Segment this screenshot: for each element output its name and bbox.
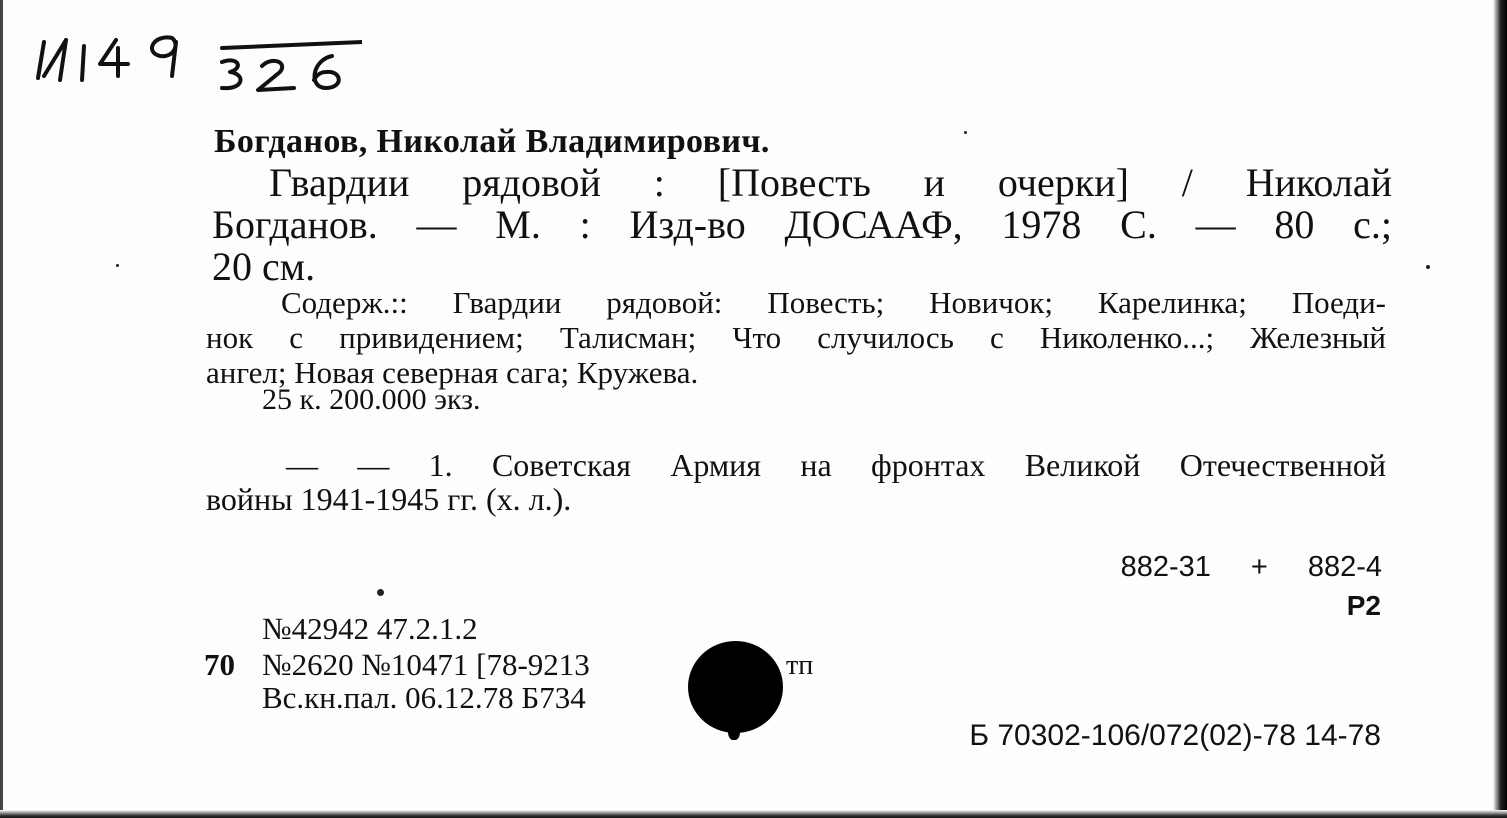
- handwritten-inventory-number: [32, 18, 362, 98]
- title-line: Богданов. — М. : Изд-во ДОСААФ, 1978 С. — 80 с.;: [212, 202, 1392, 247]
- card-bottom-edge: [0, 810, 1507, 818]
- title-line: 20 см.: [212, 244, 316, 289]
- bbk-code-line: Б 70302-106/072(02)-78 14-78: [969, 719, 1381, 752]
- card-left-edge: [0, 0, 3, 818]
- price-and-print-run: 25 к. 200.000 экз.: [262, 383, 481, 416]
- registration-line-3: Вс.кн.пал. 06.12.78 Б734: [262, 680, 586, 715]
- registration-line-1: №42942 47.2.1.2: [262, 611, 478, 646]
- title-line: Гвардии рядовой : [Повесть и очерки] / Николай: [269, 160, 1392, 205]
- contents-line: ангел; Новая северная сага; Кружева.: [206, 355, 699, 390]
- speck: [377, 589, 384, 596]
- speck: [964, 131, 967, 134]
- card-right-edge: [1493, 0, 1507, 818]
- author-heading: Богданов, Николай Владимирович.: [214, 123, 770, 160]
- registration-code: 70: [204, 647, 235, 682]
- title-statement: [212, 162, 1392, 288]
- classification-numbers: [1121, 551, 1382, 584]
- registration-line-2: №2620 №10471 [78-9213: [262, 647, 590, 682]
- contents-line: Содерж.:: Гвардии рядовой: Повесть; Новичок; Карелинка; Поеди-: [281, 285, 1386, 320]
- contents-note: [206, 285, 1386, 390]
- contents-line: нок с привидением; Талисман; Что случилось с Николенко...; Железный: [206, 320, 1386, 355]
- registration-suffix: тп: [786, 650, 814, 681]
- subject-heading: [206, 448, 1386, 516]
- class-plus: +: [1250, 551, 1268, 583]
- speck: [1426, 265, 1430, 269]
- subject-line: — — 1. Советская Армия на фронтах Великой Отечественной: [286, 447, 1386, 483]
- class-number-right: 882-4: [1307, 551, 1382, 583]
- classification-mark: Р2: [1346, 590, 1381, 621]
- subject-line: войны 1941-1945 гг. (х. л.).: [206, 481, 572, 517]
- speck: [116, 264, 119, 267]
- class-number-left: 882-31: [1120, 551, 1211, 583]
- punch-hole-mark: [728, 720, 740, 740]
